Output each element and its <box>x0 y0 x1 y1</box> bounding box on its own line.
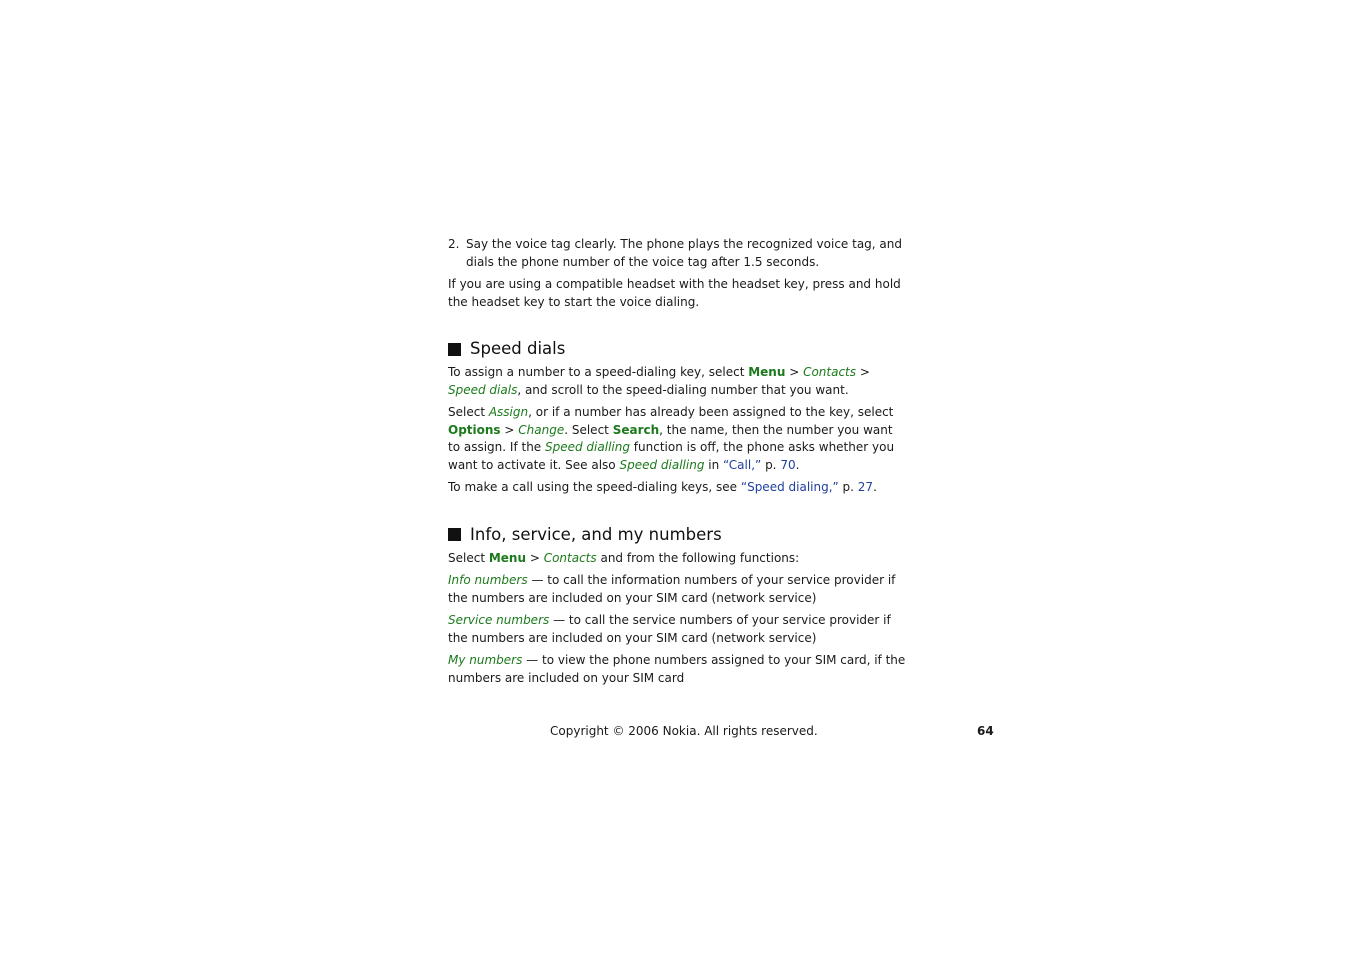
text-run: p. <box>838 480 858 494</box>
speed-dials-paragraph-1 <box>448 364 908 399</box>
function-term: Service numbers <box>448 613 550 627</box>
text-run: function is off, the phone asks whether you want to activate it. See also <box>448 440 895 472</box>
text-run: Select <box>448 405 489 419</box>
headset-paragraph: If you are using a compatible headset with the headset key, press and hold the headset key to start the voice dialing. <box>448 277 901 309</box>
speed-dialing-section-link[interactable]: “Speed dialing,” <box>740 480 839 494</box>
square-bullet-icon <box>448 343 461 356</box>
function-entry-my-numbers <box>448 652 908 687</box>
text-run: , or if a number has already been assigned to the key, select <box>528 405 894 419</box>
menu-term: Menu <box>748 365 786 379</box>
step-number: 2. <box>448 237 460 251</box>
separator: > <box>856 365 870 379</box>
text-run: and from the following functions: <box>596 550 800 565</box>
square-bullet-icon <box>448 528 461 541</box>
assign-term: Assign <box>488 405 529 419</box>
separator: > <box>785 365 804 379</box>
heading-text: Info, service, and my numbers <box>470 524 722 544</box>
section-heading-speed-dials <box>448 338 908 360</box>
text-run: , and scroll to the speed-dialing number that you want. <box>517 382 849 397</box>
text-run: . <box>873 480 877 494</box>
change-term: Change <box>518 422 565 437</box>
separator: > <box>526 550 544 565</box>
function-description: — to call the information numbers of your service provider if the numbers are included on your SIM card (network service) <box>448 573 896 605</box>
function-description: — to call the service numbers of your service provider if the numbers are included on your SIM card (network service) <box>448 613 891 645</box>
speed-dials-term: Speed dials <box>448 382 518 397</box>
page-70-link[interactable]: 70 <box>780 457 796 472</box>
speed-dials-paragraph-2 <box>448 404 908 474</box>
contacts-term: Contacts <box>803 365 857 379</box>
text-run: To make a call using the speed-dialing keys, see <box>448 480 741 494</box>
step-text: Say the voice tag clearly. The phone plays the recognized voice tag, and dials the phone number of the voice tag after 1.5 seconds. <box>466 237 903 269</box>
search-term: Search <box>612 422 660 437</box>
heading-text: Speed dials <box>470 339 566 358</box>
page-number: 64 <box>977 724 994 738</box>
call-section-link[interactable]: “Call,” <box>723 457 762 472</box>
function-entry-service-numbers <box>448 612 908 647</box>
function-entry-info-numbers <box>448 572 908 607</box>
text-run: in <box>704 457 724 472</box>
page-27-link[interactable]: 27 <box>857 480 874 494</box>
text-run: . <box>795 457 800 472</box>
copyright-notice: Copyright © 2006 Nokia. All rights reserved. <box>550 724 818 738</box>
text-run: . Select <box>564 422 613 437</box>
speed-dialling-term: Speed dialling <box>619 457 705 472</box>
menu-term: Menu <box>488 550 527 565</box>
page-content <box>448 236 908 692</box>
text-run: To assign a number to a speed-dialing key, select <box>448 365 749 379</box>
function-term: Info numbers <box>448 573 528 587</box>
function-term: My numbers <box>448 653 523 667</box>
text-run: p. <box>761 457 781 472</box>
info-intro-paragraph <box>448 550 908 568</box>
options-term: Options <box>448 422 501 437</box>
speed-dials-paragraph-3 <box>448 479 908 497</box>
section-heading-info-numbers <box>448 524 908 546</box>
contacts-term: Contacts <box>543 550 597 565</box>
text-run: Select <box>448 550 489 565</box>
speed-dialling-term: Speed dialling <box>545 440 630 454</box>
numbered-step <box>448 236 908 271</box>
separator: > <box>500 422 519 437</box>
function-description: — to view the phone numbers assigned to your SIM card, if the numbers are included on your SIM card <box>448 653 906 685</box>
text-run: , the name, then the number you want to assign. If the <box>448 422 893 454</box>
